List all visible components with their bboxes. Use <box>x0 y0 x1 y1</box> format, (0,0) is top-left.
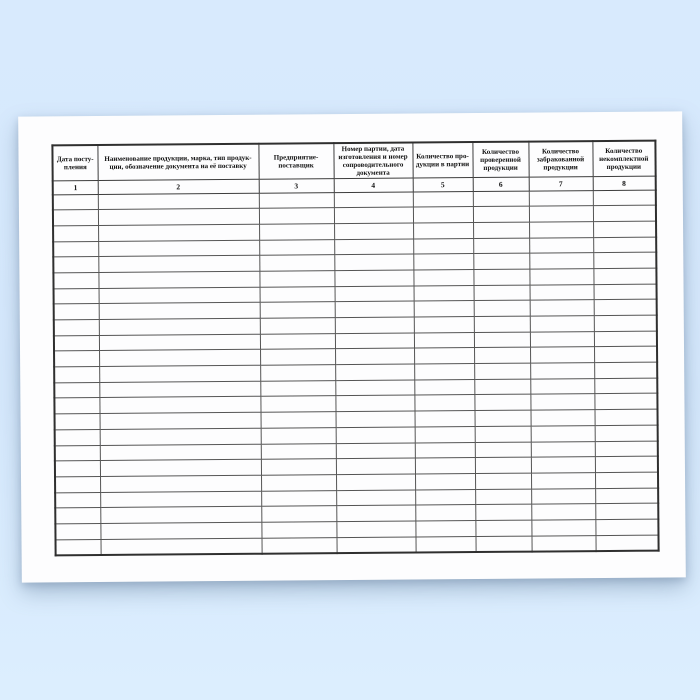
empty-cell <box>531 488 595 504</box>
column-number-4: 4 <box>334 178 413 193</box>
empty-cell <box>336 411 415 427</box>
column-number-7: 7 <box>529 176 593 191</box>
empty-cell <box>594 331 657 347</box>
empty-cell <box>415 426 475 442</box>
empty-cell <box>595 519 658 535</box>
empty-cell <box>260 333 335 349</box>
empty-cell <box>98 208 259 225</box>
empty-cell <box>530 284 594 300</box>
empty-cell <box>56 539 101 555</box>
empty-cell <box>475 442 531 458</box>
empty-cell <box>259 224 334 240</box>
empty-cell <box>530 316 594 332</box>
empty-cell <box>473 269 529 285</box>
empty-cell <box>414 301 474 317</box>
empty-cell <box>593 205 656 221</box>
empty-cell <box>593 221 656 237</box>
empty-cell <box>260 318 335 334</box>
empty-cell <box>54 288 99 304</box>
empty-cell <box>473 238 529 254</box>
empty-cell <box>99 334 260 351</box>
empty-cell <box>595 409 658 425</box>
empty-cell <box>98 255 259 272</box>
empty-cell <box>53 241 98 257</box>
empty-cell <box>55 461 100 477</box>
empty-cell <box>53 210 98 226</box>
empty-cell <box>100 459 261 476</box>
column-header-4: Номер партии, дата изготовления и номер сопроводительного документа <box>333 143 412 179</box>
empty-cell <box>100 475 261 492</box>
empty-cell <box>100 412 261 429</box>
column-number-8: 8 <box>593 176 656 190</box>
empty-cell <box>530 300 594 316</box>
empty-cell <box>334 239 413 255</box>
empty-cell <box>99 318 260 335</box>
empty-cell <box>594 394 657 410</box>
empty-cell <box>593 268 656 284</box>
empty-cell <box>259 255 334 271</box>
empty-cell <box>336 474 415 490</box>
empty-cell <box>53 272 98 288</box>
empty-cell <box>475 457 531 473</box>
empty-cell <box>55 476 100 492</box>
empty-cell <box>531 472 595 488</box>
table-row <box>56 535 659 555</box>
empty-cell <box>475 426 531 442</box>
empty-cell <box>259 239 334 255</box>
column-header-2: Наименование продукции, марка, тип продук- ции, обозначение документа на её поставку <box>97 144 258 180</box>
empty-cell <box>53 225 98 241</box>
empty-cell <box>529 221 593 237</box>
empty-cell <box>334 254 413 270</box>
empty-cell <box>335 317 414 333</box>
empty-cell <box>55 429 100 445</box>
empty-cell <box>414 364 474 380</box>
empty-cell <box>415 473 475 489</box>
empty-cell <box>475 473 531 489</box>
column-header-6: Количество проверенной продукции <box>472 142 528 177</box>
empty-cell <box>260 349 335 365</box>
empty-cell <box>413 254 473 270</box>
empty-cell <box>261 443 336 459</box>
empty-cell <box>55 414 100 430</box>
column-number-3: 3 <box>259 178 334 193</box>
empty-cell <box>415 505 475 521</box>
empty-cell <box>55 492 100 508</box>
empty-cell <box>99 350 260 367</box>
empty-cell <box>413 238 473 254</box>
empty-cell <box>474 300 530 316</box>
empty-cell <box>99 397 260 414</box>
empty-cell <box>99 381 260 398</box>
empty-cell <box>54 398 99 414</box>
empty-cell <box>475 504 531 520</box>
empty-cell <box>55 523 100 539</box>
column-header-8: Количество некомплектной продукции <box>592 141 655 176</box>
column-header-5: Количество про- дукции в партии <box>412 142 472 177</box>
empty-cell <box>595 535 658 551</box>
empty-cell <box>529 237 593 253</box>
empty-cell <box>99 287 260 304</box>
empty-cell <box>259 271 334 287</box>
empty-cell <box>261 475 336 491</box>
empty-cell <box>101 538 262 555</box>
empty-cell <box>531 504 595 520</box>
empty-cell <box>334 207 413 223</box>
empty-cell <box>474 395 530 411</box>
empty-cell <box>336 505 415 521</box>
empty-cell <box>336 443 415 459</box>
empty-cell <box>530 363 594 379</box>
empty-cell <box>335 395 414 411</box>
empty-cell <box>531 425 595 441</box>
empty-cell <box>259 192 334 208</box>
empty-cell <box>261 427 336 443</box>
empty-cell <box>594 284 657 300</box>
empty-cell <box>334 223 413 239</box>
empty-cell <box>529 206 593 222</box>
empty-cell <box>414 332 474 348</box>
empty-cell <box>595 425 658 441</box>
empty-cell <box>474 332 530 348</box>
empty-cell <box>531 520 595 536</box>
empty-cell <box>473 191 529 207</box>
column-number-6: 6 <box>473 177 529 191</box>
empty-cell <box>261 522 336 538</box>
empty-cell <box>335 348 414 364</box>
empty-cell <box>531 441 595 457</box>
empty-cell <box>53 257 98 273</box>
empty-cell <box>595 441 658 457</box>
empty-cell <box>593 190 656 206</box>
empty-cell <box>474 285 530 301</box>
empty-cell <box>100 444 261 461</box>
empty-cell <box>55 508 100 524</box>
empty-cell <box>54 351 99 367</box>
empty-cell <box>261 490 336 506</box>
empty-cell <box>100 506 261 523</box>
empty-cell <box>54 304 99 320</box>
empty-cell <box>336 521 415 537</box>
empty-cell <box>260 365 335 381</box>
empty-cell <box>531 535 595 551</box>
empty-cell <box>413 222 473 238</box>
register-table <box>51 140 659 557</box>
empty-cell <box>594 362 657 378</box>
empty-cell <box>413 207 473 223</box>
empty-cell <box>261 459 336 475</box>
column-number-1: 1 <box>53 180 98 194</box>
empty-cell <box>414 317 474 333</box>
column-number-5: 5 <box>413 177 473 191</box>
empty-cell <box>260 286 335 302</box>
empty-cell <box>260 396 335 412</box>
table-body <box>53 190 659 556</box>
empty-cell <box>475 536 531 552</box>
empty-cell <box>414 379 474 395</box>
empty-cell <box>474 363 530 379</box>
empty-cell <box>260 302 335 318</box>
empty-cell <box>415 411 475 427</box>
empty-cell <box>98 240 259 257</box>
empty-cell <box>98 271 259 288</box>
empty-cell <box>55 445 100 461</box>
column-header-1: Дата посту- пления <box>52 145 97 180</box>
empty-cell <box>100 491 261 508</box>
empty-cell <box>529 253 593 269</box>
empty-cell <box>259 208 334 224</box>
empty-cell <box>415 489 475 505</box>
empty-cell <box>530 394 594 410</box>
empty-cell <box>595 503 658 519</box>
empty-cell <box>593 237 656 253</box>
empty-cell <box>531 410 595 426</box>
empty-cell <box>415 520 475 536</box>
paper-sheet <box>18 111 686 582</box>
empty-cell <box>595 472 658 488</box>
empty-cell <box>530 331 594 347</box>
empty-cell <box>335 380 414 396</box>
empty-cell <box>99 303 260 320</box>
empty-cell <box>473 206 529 222</box>
empty-cell <box>475 489 531 505</box>
empty-cell <box>474 379 530 395</box>
empty-cell <box>100 428 261 445</box>
empty-cell <box>595 488 658 504</box>
empty-cell <box>99 365 260 382</box>
empty-cell <box>54 367 99 383</box>
empty-cell <box>593 252 656 268</box>
empty-cell <box>53 194 98 210</box>
empty-cell <box>54 335 99 351</box>
empty-cell <box>335 364 414 380</box>
empty-cell <box>261 506 336 522</box>
empty-cell <box>98 193 259 210</box>
empty-cell <box>415 458 475 474</box>
empty-cell <box>261 412 336 428</box>
empty-cell <box>100 522 261 539</box>
empty-cell <box>529 190 593 206</box>
table-header <box>52 141 655 195</box>
empty-cell <box>336 458 415 474</box>
empty-cell <box>594 346 657 362</box>
column-number-2: 2 <box>98 179 259 194</box>
empty-cell <box>98 224 259 241</box>
empty-cell <box>594 299 657 315</box>
column-header-7: Количество забракованной продукции <box>528 141 592 177</box>
empty-cell <box>414 285 474 301</box>
empty-cell <box>531 457 595 473</box>
empty-cell <box>334 270 413 286</box>
empty-cell <box>529 269 593 285</box>
empty-cell <box>336 427 415 443</box>
empty-cell <box>413 269 473 285</box>
empty-cell <box>475 410 531 426</box>
empty-cell <box>594 315 657 331</box>
empty-cell <box>260 380 335 396</box>
empty-cell <box>334 192 413 208</box>
empty-cell <box>530 347 594 363</box>
empty-cell <box>335 301 414 317</box>
empty-cell <box>474 316 530 332</box>
empty-cell <box>414 348 474 364</box>
empty-cell <box>414 395 474 411</box>
empty-cell <box>336 490 415 506</box>
empty-cell <box>336 537 415 553</box>
empty-cell <box>413 191 473 207</box>
empty-cell <box>595 456 658 472</box>
empty-cell <box>475 520 531 536</box>
column-header-row <box>52 141 655 181</box>
empty-cell <box>415 442 475 458</box>
empty-cell <box>261 537 336 553</box>
empty-cell <box>335 333 414 349</box>
empty-cell <box>415 536 475 552</box>
empty-cell <box>54 319 99 335</box>
empty-cell <box>474 347 530 363</box>
column-header-3: Предприятие- поставщик <box>258 143 333 179</box>
empty-cell <box>594 378 657 394</box>
empty-cell <box>530 378 594 394</box>
empty-cell <box>473 253 529 269</box>
empty-cell <box>473 222 529 238</box>
empty-cell <box>335 286 414 302</box>
empty-cell <box>54 382 99 398</box>
